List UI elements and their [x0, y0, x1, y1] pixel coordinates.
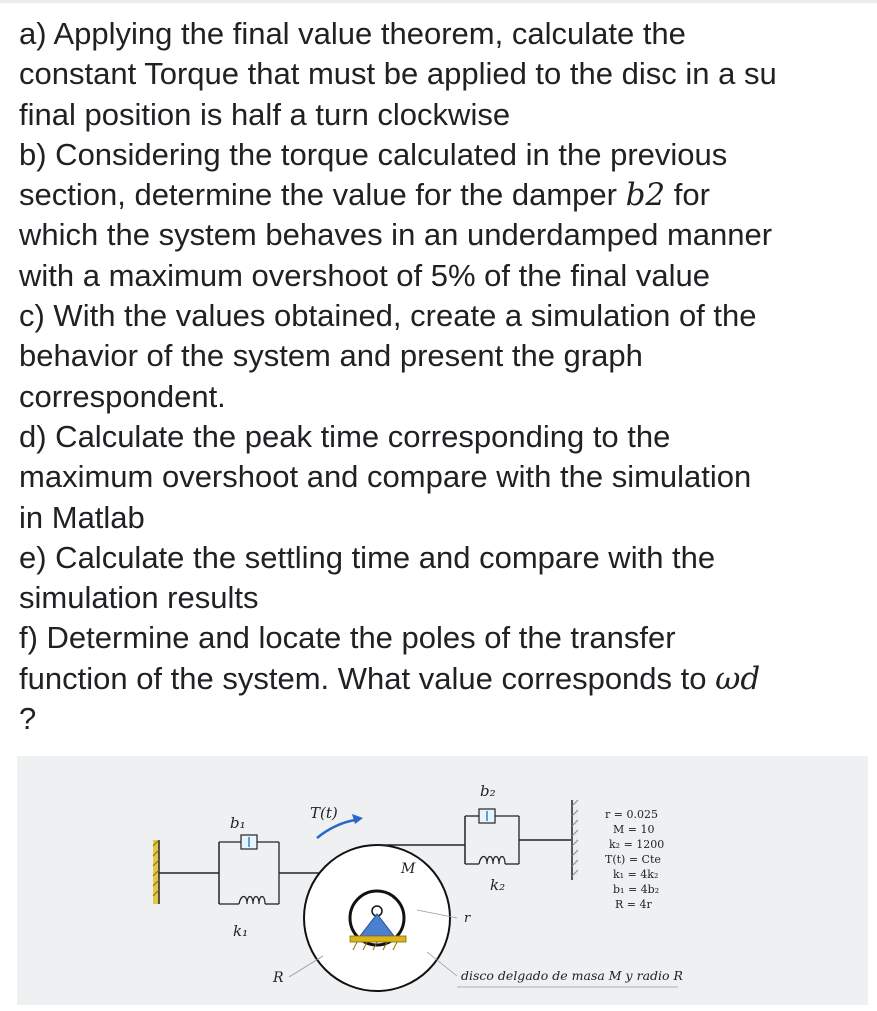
- label-b2: b₂: [480, 782, 496, 800]
- label-R: R: [273, 970, 284, 986]
- problem-line: simulation results: [19, 580, 259, 616]
- problem-line: ?: [19, 701, 37, 737]
- spring-k2: [465, 857, 519, 865]
- problem-line-text: function of the system. What value corresponds to: [19, 660, 716, 696]
- problem-text: [19, 14, 877, 739]
- omega-symbol: ωd: [715, 660, 761, 697]
- system-diagram: [17, 756, 868, 1005]
- disc: [304, 845, 450, 991]
- problem-line-omega: [19, 659, 877, 699]
- problem-line-damper: [19, 175, 877, 215]
- problem-line: f) Determine and locate the poles of the transfer: [19, 620, 676, 656]
- problem-line: with a maximum overshoot of 5% of the final value: [19, 257, 710, 293]
- param-item: k₁ = 4k₂: [613, 868, 659, 881]
- problem-line-text: section, determine the value for the damper: [19, 177, 626, 213]
- param-item: b₁ = 4b₂: [613, 883, 660, 896]
- problem-line: constant Torque that must be applied to the disc in a su: [19, 56, 777, 92]
- problem-line: d) Calculate the peak time corresponding to the: [19, 418, 671, 454]
- spring-k1: [219, 897, 279, 905]
- problem-line: final position is half a turn clockwise: [19, 96, 511, 132]
- problem-line: which the system behaves in an underdamped manner: [19, 217, 773, 253]
- problem-line: behavior of the system and present the graph: [19, 338, 643, 374]
- label-b1: b₁: [230, 814, 246, 832]
- mechanism-svg: [17, 756, 868, 1005]
- problem-line: maximum overshoot and compare with the simulation: [19, 459, 752, 495]
- ground-base: [350, 936, 406, 942]
- problem-line: c) With the values obtained, create a simulation of the: [19, 298, 757, 334]
- problem-line: a) Applying the final value theorem, calculate the: [19, 16, 686, 51]
- right-wall: [572, 800, 578, 880]
- figure-caption: disco delgado de masa M y radio R: [461, 968, 683, 983]
- damper-symbol: b2: [625, 177, 666, 214]
- left-wall: [153, 840, 159, 904]
- problem-line: e) Calculate the settling time and compare with the: [19, 539, 716, 575]
- label-r: r: [464, 911, 471, 926]
- label-k2: k₂: [490, 876, 506, 894]
- param-item: R = 4r: [615, 898, 652, 911]
- problem-line-tail: for: [665, 177, 710, 213]
- problem-line: in Matlab: [19, 499, 145, 535]
- problem-line: b) Considering the torque calculated in the previous: [19, 136, 728, 172]
- label-mass: M: [401, 861, 416, 877]
- damper-b1: [219, 835, 279, 904]
- top-divider: [0, 0, 877, 3]
- parameter-list: [605, 808, 664, 911]
- param-item: T(t) = Cte: [605, 853, 661, 866]
- damper-b2: [465, 809, 519, 864]
- param-item: r = 0.025: [605, 808, 658, 821]
- param-item: M = 10: [613, 823, 655, 836]
- problem-line: correspondent.: [19, 378, 226, 414]
- param-item: k₂ = 1200: [609, 838, 665, 851]
- label-k1: k₁: [233, 922, 249, 940]
- label-torque: T(t): [310, 804, 338, 822]
